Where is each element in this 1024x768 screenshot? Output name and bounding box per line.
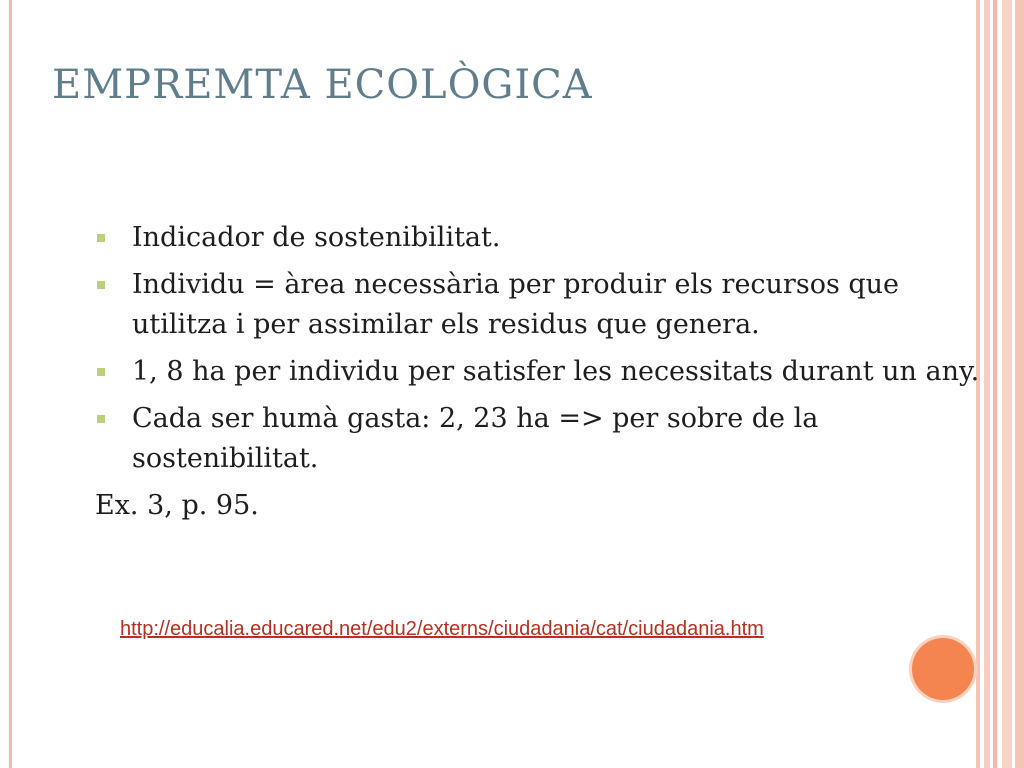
bullet-item [95,218,995,258]
bullet-text: 1, 8 ha per individu per satisfer les necessitats durant un any. [132,356,980,387]
bullet-text: Cada ser humà gasta: 2, 23 ha => per sobre de la sostenibilitat. [132,403,819,474]
bullet-text: Indicador de sostenibilitat. [132,222,501,253]
square-bullet-icon [97,234,105,242]
source-link[interactable]: http://educalia.educared.net/edu2/externs/ciudadania/cat/ciudadania.htm [120,618,764,640]
square-bullet-icon [97,281,105,289]
bullet-item [95,399,995,479]
square-bullet-icon [97,415,105,423]
bullet-item [95,352,995,392]
left-border-stripe [9,0,12,768]
bullet-item [95,265,995,345]
slide-title: EMPREMTA ECOLÒGICA [52,62,593,108]
bullet-list [95,218,995,479]
square-bullet-icon [97,368,105,376]
right-decor-stripe [1002,0,1012,768]
slide-content [95,218,995,526]
right-decor-stripe [1015,0,1024,768]
decorative-circle [912,638,974,700]
bullet-text: Individu = àrea necessària per produir els recursos que utilitza i per assimilar els residus que genera. [132,269,900,340]
exercise-reference: Ex. 3, p. 95. [95,490,259,521]
